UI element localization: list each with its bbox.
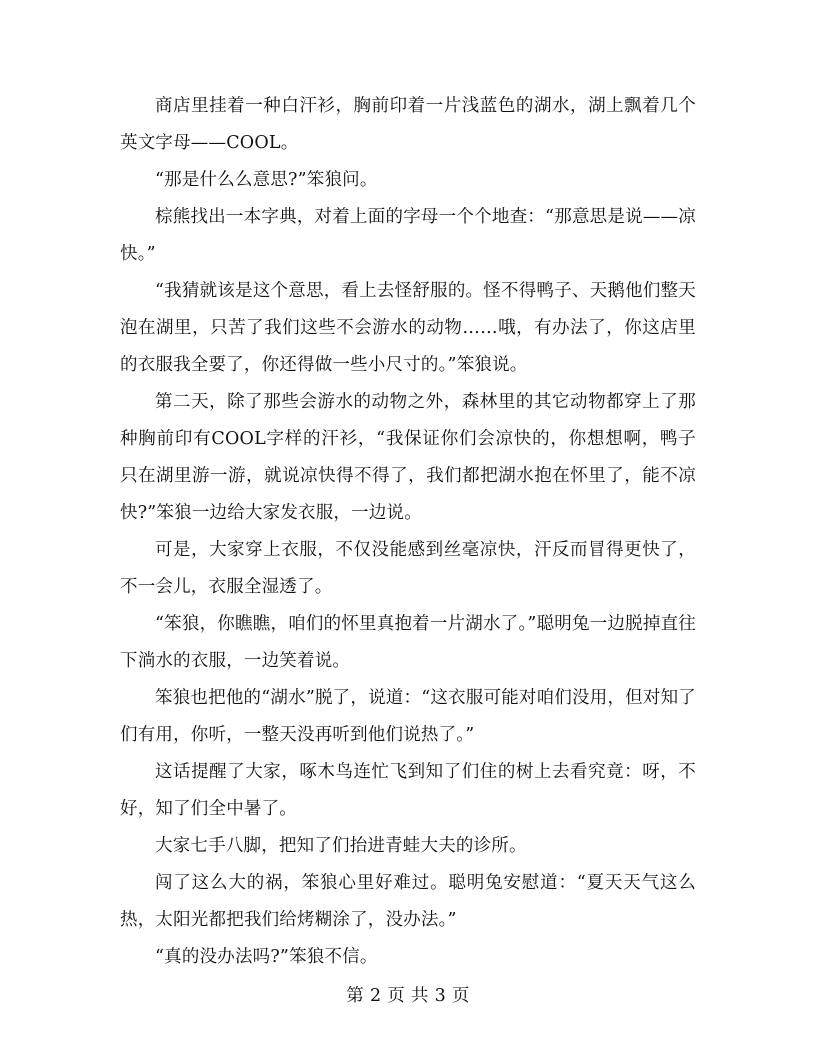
paragraph-2: “那是什么么意思?”笨狼问。 [155,170,378,190]
paragraph-5: 第二天，除了那些会游水的动物之外，森林里的其它动物都穿上了那种胸前印有COOL字样的汗衫，“我保证你们会凉快的，你想想啊，鸭子只在湖里游一游，就说凉快得不得了，我们都把湖水抱在怀里了，能不凉快?”笨狼一边给大家发衣服，一边说。 [120,392,696,523]
paragraph-9: 这话提醒了大家，啄木鸟连忙飞到知了们住的树上去看究竟：呀，不好，知了们全中暑了。 [120,762,696,819]
paragraph-11: 闯了这么大的祸，笨狼心里好难过。聪明兔安慰道：“夏天天气这么热，太阳光都把我们给烤糊涂了，没办法。” [120,873,696,930]
document-body [120,88,696,976]
paragraph-3: 棕熊找出一本字典，对着上面的字母一个个地查：“那意思是说——凉快。” [120,207,696,264]
paragraph-7: “笨狼，你瞧瞧，咱们的怀里真抱着一片湖水了。”聪明兔一边脱掉直往下淌水的衣服，一边笑着说。 [120,614,696,671]
paragraph-12: “真的没办法吗?”笨狼不信。 [155,947,378,967]
page-number-footer: 第 2 页 共 3 页 [346,986,470,1006]
paragraph-1: 商店里挂着一种白汗衫，胸前印着一片浅蓝色的湖水，湖上飘着几个英文字母——COOL。 [120,96,696,153]
paragraph-6: 可是，大家穿上衣服，不仅没能感到丝毫凉快，汗反而冒得更快了，不一会儿，衣服全湿透了。 [120,540,696,597]
paragraph-4: “我猜就该是这个意思，看上去怪舒服的。怪不得鸭子、天鹅他们整天泡在湖里，只苦了我们这些不会游水的动物……哦，有办法了，你这店里的衣服我全要了，你还得做一些小尺寸的。”笨狼说。 [120,281,696,375]
paragraph-10: 大家七手八脚，把知了们抬进青蛙大夫的诊所。 [155,836,527,856]
paragraph-8: 笨狼也把他的“湖水”脱了，说道：“这衣服可能对咱们没用，但对知了们有用，你听，一整天没再听到他们说热了。” [120,688,696,745]
